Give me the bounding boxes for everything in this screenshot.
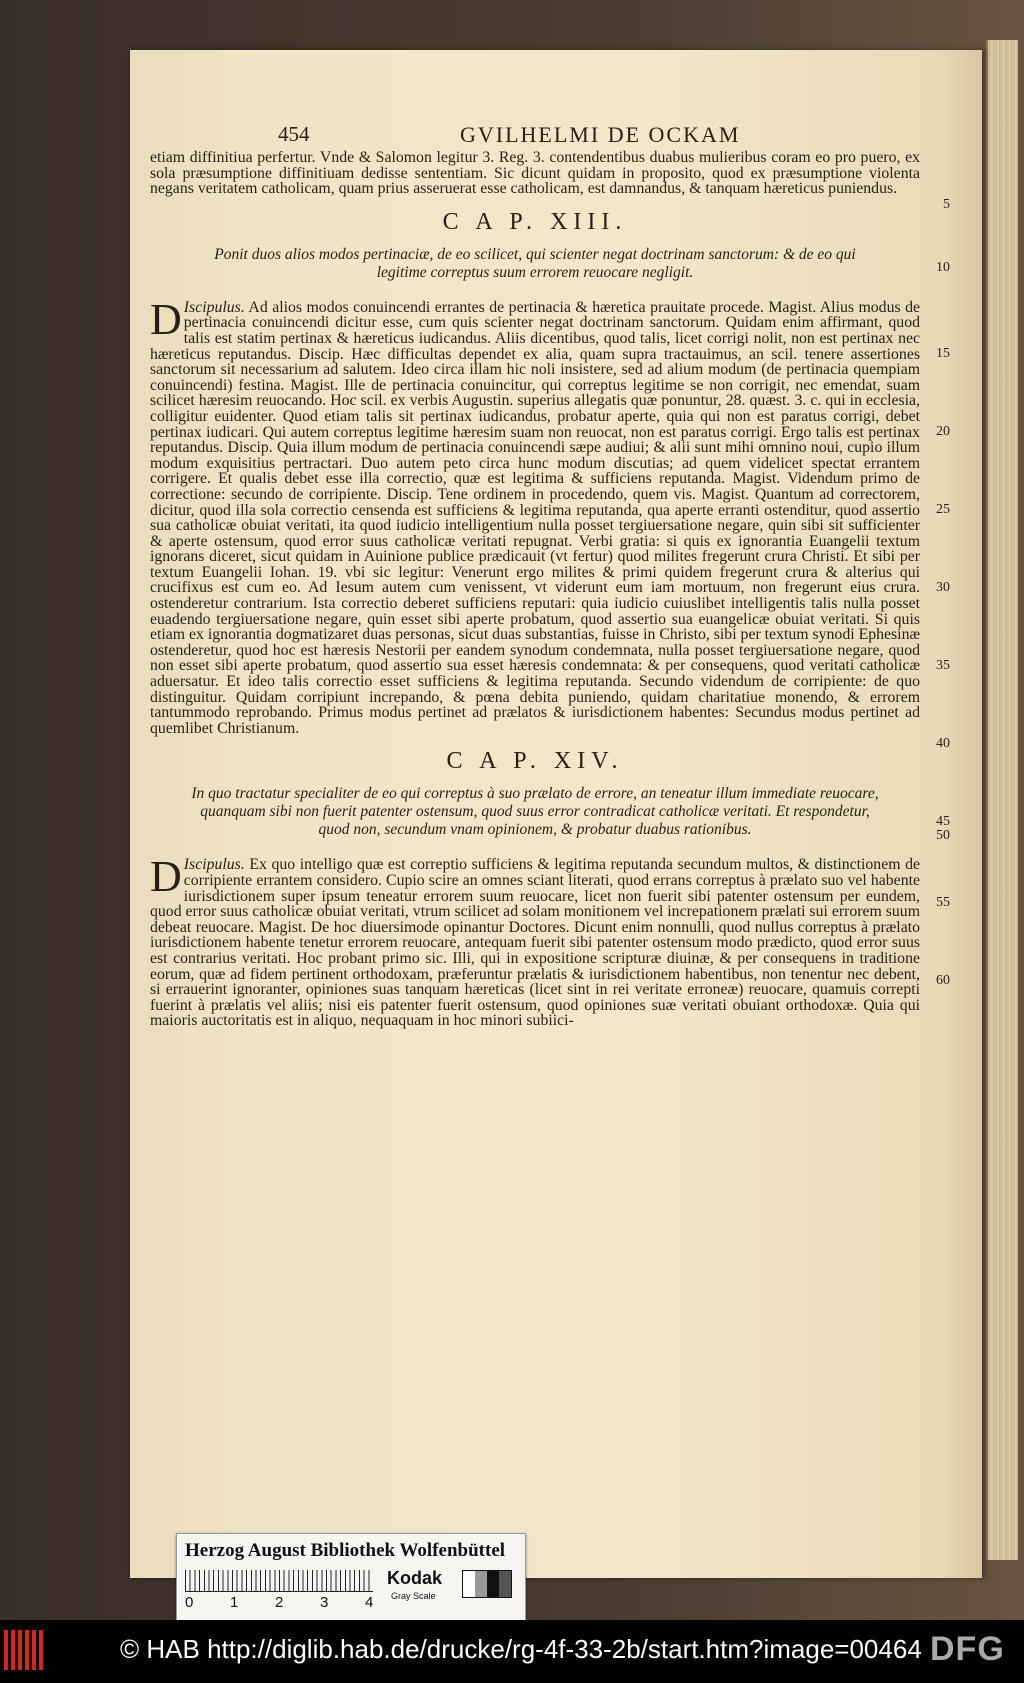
paragraph-continuation: etiam diffinitiua perfertur. Vnde & Salomon legitur 3. Reg. 3. contendentibus duabus mulieribus coram eo pro puero, ex sola præsumptione diffinitiuam dedisse sententiam. Sic dicunt quidam in proposito, quod ex præsumptione violenta negans veritatem catholicam, quam prius asseruerat esse catholicam, est damnandus, & tanquam hæreticus puniendus. 5	[150, 149, 950, 212]
speaker-label: Iscipulus.	[183, 298, 245, 316]
hab-logo-icon	[4, 1630, 50, 1670]
ruler-numbers: 0 1 2 3 4	[185, 1594, 374, 1611]
line-number: 40	[936, 735, 950, 751]
dfg-logo: DFG	[930, 1630, 1005, 1668]
page-content	[150, 122, 950, 1030]
chapter-13-body: D Iscipulus. Ad alios modos conuincendi errantes de pertinacia & hæretica prauitate procede. Magist. Alius modus de pertinacia conuincendi dicitur esse, cum quis scienter negat doctrinam sanctorum. Quidam enim affirmant, quod talis est statim pertinax & hæreticus iudicandus. Aliis dicentibus, quod talis, licet corrigi nolit, non est pertinax nec hæreticus reputandus. Discip. Hæc difficultas dependet ex alia, quam supra tractauimus, an scil. tenere assertiones sanctorum sit necessarium ad salutem. Ideo circa illam hic noli insistere, sed ad alium modum (de pertinacia quempiam conuincendi) festina. Magist. Ille de pertinacia conuincitur, qui correptus legitime se non corrigit, nec emendat, suam scilicet hæresim reuocando. Hoc scil. ex verbis Augustin. superius allegatis quæ ponuntur, 28. quæst. 3. c. qui in ecclesia, colligitur euidenter. Quod etiam talis sit pertinax iudicandus, probatur aperte, quia qui non est paratus corrigi, debet pertinax iudicari. Qui autem correptus legitime hæresim suam non reuocat, non est paratus corrigi. Ergo talis est pertinax reputandus. Discip. Quia illum modum de pertinacia conuincendi sæpe audiui; & alii sunt mihi omnino noui, cupio illum modum exquisitius pertractari. Duo autem peto circa hunc modum discutias; ad quem videlicet spectat errantem corrigere. Et qualis debet esse illa correctio, quæ est legitima & sufficiens reputanda. Magist. Videndum primo de correctione: secundo de corripiente. Discip. Tene ordinem in procedendo, quem vis. Magist. Quantum ad correctorem, dicitur, quod illa sola correctio censenda est sufficiens & legitima reputanda, qua aperte erranti ostenditur, quod assertio sua catholicæ obuiat veritati, ita quod iudicio intelligentium nulla posset tergiuersatione negare, quin sibi sit sufficienter & aperte ostensum, quod error suus catholicæ veritati repugnat. Verbi gratia: si quis ex ignorantia Euangelii textum ignorans diceret, sicut quidam in Auinione publice prædicauit (vt fertur) quod milites fregerunt crura Christi. Et sibi per textum Euangelii Iohan. 19. vbi sic legitur: Venerunt ergo milites & primi quidem fregerunt crura & alterius qui crucifixus est cum eo. Ad Iesum autem cum venissent, vt viderunt eum iam mortuum, non fregerunt eius crura. ostenderetur contrarium. Ista correctio deberet sufficiens reputari: quia iudicio cuiuslibet intelligentis talis nulla posset euadendo tergiuersatione negare, quin esset sibi aperte probatum, quod assertio sua euangelicæ obuiat veritati. Si quis etiam ex ignorantia dogmatizaret duas personas, sicut duas substantias, fuisse in Christo, sibi per textum synodi Ephesinæ ostenderetur, quod hoc est hæresis Nestorii per eandem synodum condemnata, nulla posset tergiuersatione negare, quod non esset sibi aperte probatum, quod assertio sua esset hæresis condemnata: & per consequens, quod veritati catholicæ aduersatur. Et ideo talis correctio esset sufficiens & legitima reputanda. Secundo videndum de corripiente: de quo distinguitur. Quidam corripiunt increpando, & pœna debita puniendo, quidam charitatiue monendo, & errorem tantummodo reprobando. Primus modus pertinet ad prælatos & iurisdictionem habentes: Secundus modus pertinet ad quemlibet Christianum. 10 15 20 25 30 35 40 45	[150, 259, 950, 829]
running-head	[150, 122, 920, 150]
library-name: Herzog August Bibliothek Wolfenbüttel	[185, 1540, 506, 1561]
line-number: 10	[936, 259, 950, 275]
page-number: 454	[278, 122, 310, 146]
chapter-14-summary: In quo tractatur specialiter de eo qui correptus à suo prælato de errore, an teneatur illum immediate reuocare, quanquam sibi non fuerit patenter ostensum, quod suus error contradicat catholicæ veritati. Et respondetur, quod non, secundum vnam opinionem, & probatur duabus rationibus. 50	[191, 785, 950, 844]
drop-cap: D	[150, 852, 182, 902]
line-number: 35	[936, 657, 950, 673]
footer-bar	[0, 1620, 1024, 1683]
gray-scale-patch	[462, 1570, 512, 1598]
line-number: 25	[936, 501, 950, 517]
chapter-14-title: C A P. XIV.	[446, 748, 624, 775]
line-number: 15	[936, 345, 950, 361]
drop-cap: D	[150, 294, 182, 344]
measurement-ruler	[185, 1570, 373, 1592]
line-number: 30	[936, 579, 950, 595]
line-number: 50	[936, 828, 950, 844]
line-number: 5	[943, 197, 950, 212]
book-edge	[986, 40, 1018, 1560]
chapter-13-title: C A P. XIII.	[442, 208, 628, 235]
chapter-14-body: D Iscipulus. Ex quo intelligo quæ est correptio sufficiens & legitima reputanda secundum multos, & distinctionem de corripiente errantem considero. Cupio scire an omnes sciant literati, quod errans correptus à prælato suo vel habente iurisdictionem super ipsum teneatur errorem suum reuocare, licet non fuerit sibi patenter ostensum per eundem, quod error suus catholicæ obuiat veritati, vtrum scilicet ad solam monitionem vel increpationem prælati sui errorem suum debeat reuocare. Magist. De hoc diuersimode opinantur Doctores. Dicunt enim nonnulli, quod nullus correptus à prælato iurisdictionem habente tenetur errorem reuocare, antequam fuerit sibi patenter ostensum modo prædicto, quod error suus est contrarius veritati. Hoc probant primo sic. Illi, qui in expositione scripturæ diuinæ, & per consequens in traditione eorum, quæ ad fidem pertinent orthodoxam, præferuntur prælatis & iurisdictionem habentibus, non tenentur nec debent, si errauerint ignoranter, opiniones suas tanquam hæreticas (licet sint in rei veritate erroneæ) reuocare, quamuis correpti fuerint à prælatis vel aliis; nisi eis patenter fuerit ostensum, quod opiniones suæ veritati obuiant orthodoxæ. Quia qui maioris auctoritatis est in aliquo, nequaquam in hoc minori subiici- 55 60	[150, 852, 950, 1030]
permalink-link[interactable]: © HAB http://diglib.hab.de/drucke/rg-4f-33-2b/start.htm?image=00464	[120, 1634, 922, 1664]
line-number: 45	[936, 813, 950, 829]
line-number: 60	[936, 973, 950, 989]
library-color-target-label	[176, 1533, 526, 1625]
line-number: 20	[936, 423, 950, 439]
speaker-label: Iscipulus.	[183, 856, 245, 874]
kodak-subtitle: Gray Scale	[391, 1591, 436, 1601]
line-number: 55	[936, 895, 950, 911]
kodak-logo: Kodak	[387, 1568, 443, 1588]
running-title: GVILHELMI DE OCKAM	[460, 122, 741, 147]
chapter-13-summary: Ponit duos alios modos pertinaciæ, de eo scilicet, qui scienter negat doctrinam sanctorum: & de eo qui legitime correptus suum errorem reuocare negligit.	[214, 245, 856, 281]
